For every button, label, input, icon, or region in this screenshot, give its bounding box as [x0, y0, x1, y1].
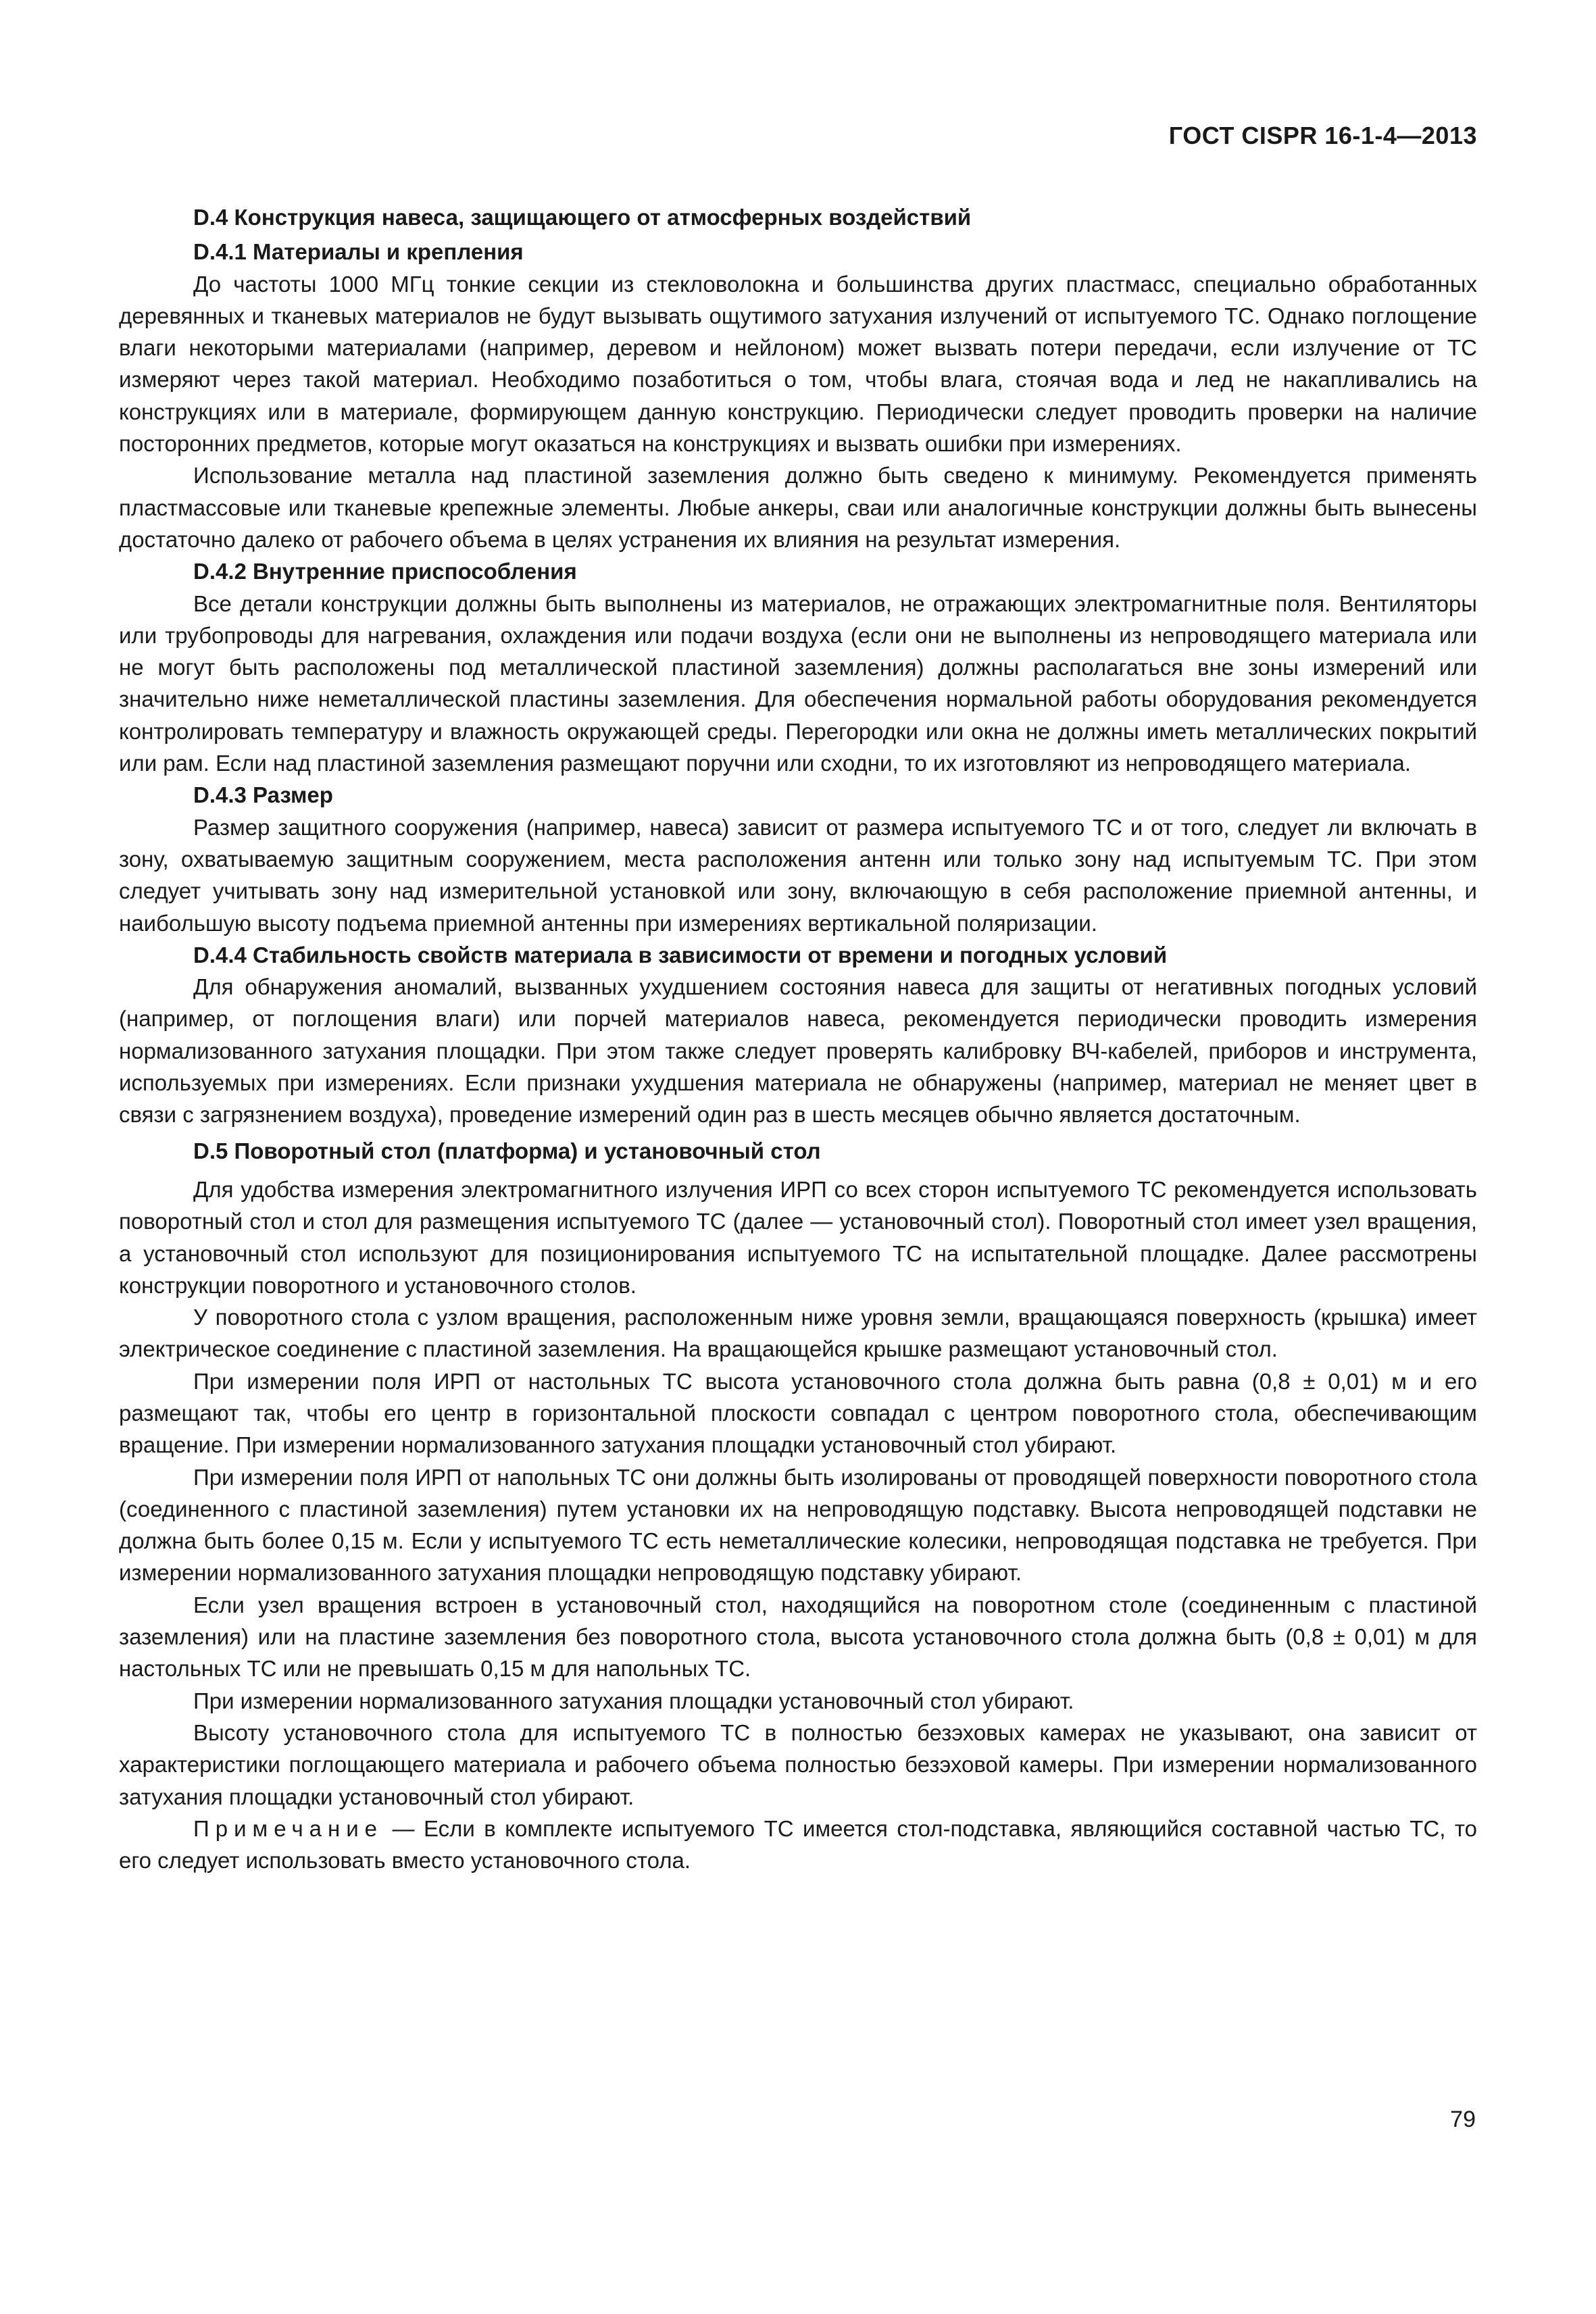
paragraph: При измерении поля ИРП от настольных ТС высота установочного стола должна быть равна (0,8 ± 0,01) м и его размещают так, чтобы его центр в горизонтальной плоскости совпадал с центром поворотного стола, обеспечивающим вращение. При измерении нормализованного затухания площадки установочный стол убирают.: [119, 1368, 1477, 1458]
section-heading-d5: D.5 Поворотный стол (платформа) и установочный стол: [193, 1138, 821, 1163]
paragraph: При измерении поля ИРП от напольных ТС они должны быть изолированы от проводящей поверхности поворотного стола (соединенного с пластиной заземления) путем установки их на непроводящую подставку. Высота непроводящей подставки не должна быть более 0,15 м. Если у испытуемого ТС есть неметаллические колесики, непроводящая подставка не требуется. При измерении нормализованного затухания площадки непроводящую подставку убирают.: [119, 1464, 1477, 1586]
paragraph: Если узел вращения встроен в установочный стол, находящийся на поворотном столе (соединенным с пластиной заземления) или на пластине заземления без поворотного стола, высота установочного стола должна быть (0,8 ± 0,01) м для настольных ТС или не превышать 0,15 м для напольных ТС.: [119, 1592, 1477, 1682]
section-heading-d4: D.4 Конструкция навеса, защищающего от атмосферных воздействий: [193, 205, 972, 230]
note-text: — Если в комплекте испытуемого ТС имеется стол-подставка, являющийся составной частью ТС, то его следует использовать вместо установочного стола.: [119, 1815, 1477, 1873]
subsection-heading-d41: D.4.1 Материалы и крепления: [193, 239, 524, 265]
paragraph: Высоту установочного стола для испытуемого ТС в полностью безэховых камерах не указывают, она зависит от характеристики поглощающего материала и рабочего объема полностью безэховой камеры. При измерении нормализованного затухания площадки установочный стол убирают.: [119, 1719, 1477, 1809]
paragraph: У поворотного стола с узлом вращения, расположенным ниже уровня земли, вращающаяся поверхность (крышка) имеет электрическое соединение с пластиной заземления. На вращающейся крышке размещают установочный стол.: [119, 1305, 1477, 1362]
paragraph: Для удобства измерения электромагнитного излучения ИРП со всех сторон испытуемого ТС рекомендуется использовать поворотный стол и стол для размещения испытуемого ТС (далее — установочный стол). Поворотный стол имеет узел вращения, а установочный стол используют для позиционирования испытуемого ТС на испытательной площадке. Далее рассмотрены конструкции поворотного и установочного столов.: [119, 1176, 1477, 1298]
subsection-heading-d44: D.4.4 Стабильность свойств материала в зависимости от времени и погодных условий: [193, 942, 1168, 967]
paragraph: Для обнаружения аномалий, вызванных ухудшением состояния навеса для защиты от негативных погодных условий (например, от поглощения влаги) или порчей материалов навеса, рекомендуется периодически проводить измерения нормализованного затухания площадки. При этом также следует проверять калибровку ВЧ-кабелей, приборов и инструмента, используемых при измерениях. Если признаки ухудшения материала не обнаружены (например, материал не меняет цвет в связи с загрязнением воздуха), проведение измерений один раз в шесть месяцев обычно является достаточным.: [119, 974, 1477, 1128]
note-label: Примечание: [193, 1815, 384, 1841]
paragraph: При измерении нормализованного затухания площадки установочный стол убирают.: [193, 1688, 1074, 1713]
subsection-heading-d43: D.4.3 Размер: [193, 782, 333, 808]
note-paragraph: [119, 1813, 1477, 1877]
paragraph: До частоты 1000 МГц тонкие секции из стекловолокна и большинства других пластмасс, специально обработанных деревянных и тканевых материалов не будут вызывать ощутимого затухания излучений от испытуемого ТС. Однако поглощение влаги некоторыми материалами (например, деревом и нейлоном) может вызвать потери передачи, если излучение от ТС измеряют через такой материал. Необходимо позаботиться о том, чтобы влага, стоячая вода и лед не накапливались на конструкциях или в материале, формирующем данную конструкцию. Периодически следует проводить проверки на наличие посторонних предметов, которые могут оказаться на конструкциях и вызвать ошибки при измерениях.: [119, 271, 1477, 457]
paragraph: Размер защитного сооружения (например, навеса) зависит от размера испытуемого ТС и от того, следует ли включать в зону, охватываемую защитным сооружением, места расположения антенн или только зону над испытуемым ТС. При этом следует учитывать зону над измерительной установкой или зону, включающую в себя расположение приемной антенны, и наибольшую высоту подъема приемной антенны при измерениях вертикальной поляризации.: [119, 814, 1477, 936]
document-code-header: ГОСТ CISPR 16-1-4—2013: [1168, 122, 1477, 149]
subsection-heading-d42: D.4.2 Внутренние приспособления: [193, 559, 577, 584]
paragraph: Использование металла над пластиной заземления должно быть сведено к минимуму. Рекомендуется применять пластмассовые или тканевые крепежные элементы. Любые анкеры, сваи или аналогичные конструкции должны быть вынесены достаточно далеко от рабочего объема в целях устранения их влияния на результат измерения.: [119, 463, 1477, 552]
document-body: [119, 197, 1477, 1876]
page-number: 79: [1450, 2107, 1476, 2132]
paragraph: Все детали конструкции должны быть выполнены из материалов, не отражающих электромагнитные поля. Вентиляторы или трубопроводы для нагревания, охлаждения или подачи воздуха (если они не выполнены из непроводящего материала или не могут быть расположены под металлической пластиной заземления) должны располагаться вне зоны измерений или значительно ниже неметаллической пластины заземления. Для обеспечения нормальной работы оборудования рекомендуется контролировать температуру и влажность окружающей среды. Перегородки или окна не должны иметь металлических покрытий или рам. Если над пластиной заземления размещают поручни или сходни, то их изготовляют из непроводящего материала.: [119, 590, 1477, 776]
